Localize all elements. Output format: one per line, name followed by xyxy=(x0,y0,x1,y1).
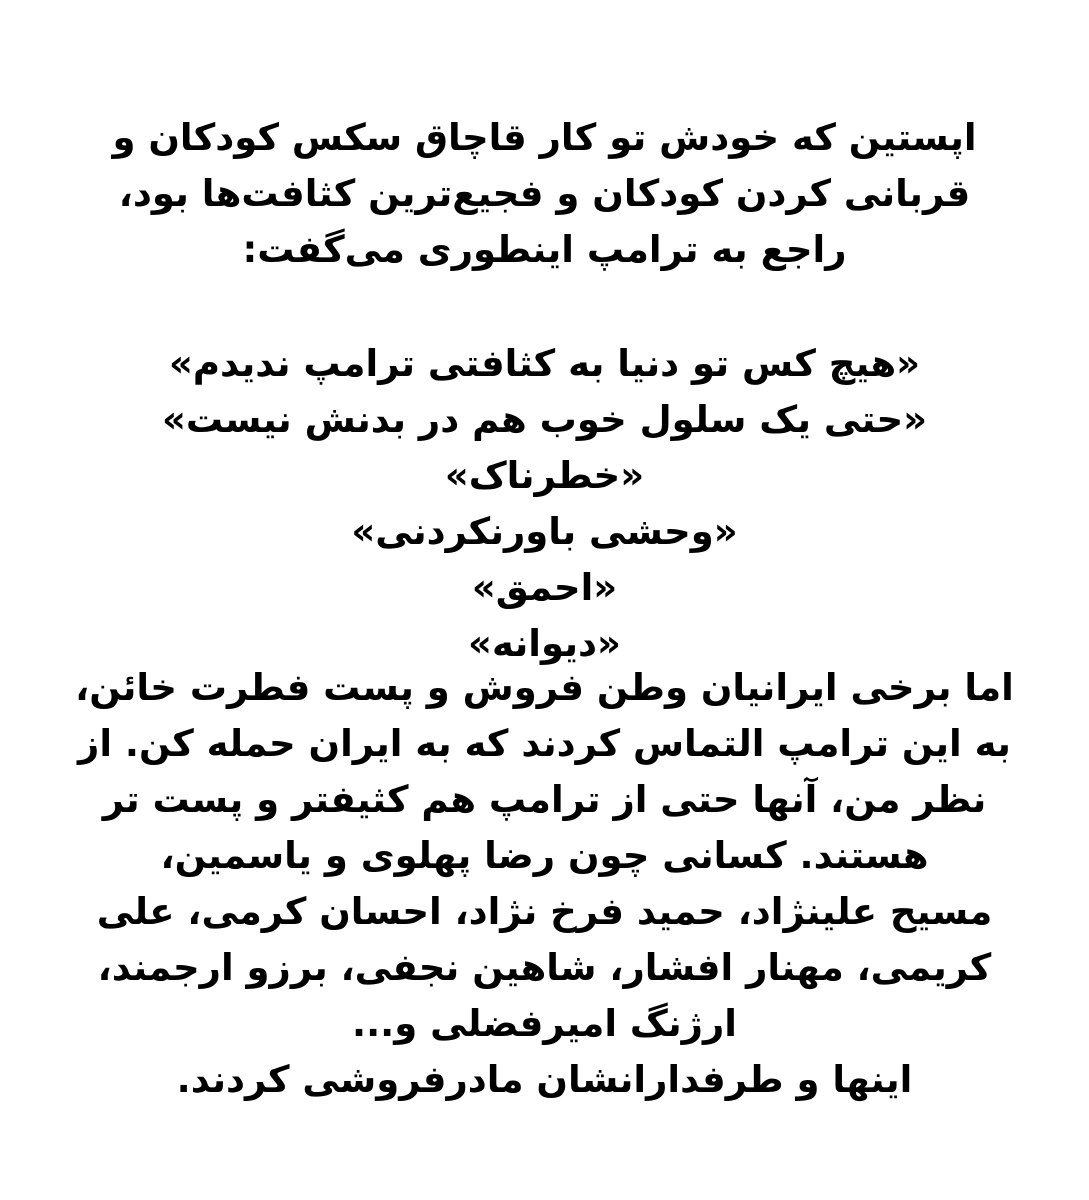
body-paragraph xyxy=(60,660,1029,1108)
quote-line: «حتی یک سلول خوب هم در بدنش نیست» xyxy=(161,398,928,441)
text-line: مسیح علینژاد، حمید فرخ نژاد، احسان کرمی، علی xyxy=(96,890,993,933)
text-line: به این ترامپ التماس کردند که به ایران حمله کن. از xyxy=(78,722,1011,765)
quotes-list xyxy=(60,336,1029,672)
text-line: ارژنگ امیرفضلی و... xyxy=(352,1002,737,1045)
quote-line: «دیوانه» xyxy=(468,622,621,665)
text-line: کریمی، مهنار افشار، شاهین نجفی، برزو ارجمند، xyxy=(97,946,992,989)
intro-paragraph xyxy=(60,110,1029,278)
quote-line: «هیچ کس تو دنیا به کثافتی ترامپ ندیدم» xyxy=(168,342,921,385)
text-line: قربانی کردن کودکان و فجیع‌ترین کثافت‌ها بود، xyxy=(118,172,971,215)
text-line: راجع به ترامپ اینطوری می‌گفت: xyxy=(242,228,847,271)
quote-line: «خطرناک» xyxy=(444,454,645,497)
text-line: اما برخی ایرانیان وطن فروش و پست فطرت خائن، xyxy=(75,666,1014,709)
text-line: نظر من، آنها حتی از ترامپ هم کثیفتر و پست تر xyxy=(102,778,987,821)
text-line: هستند. کسانی چون رضا پهلوی و یاسمین، xyxy=(160,834,929,877)
quote-line: «وحشی باورنکردنی» xyxy=(351,510,738,553)
text-line: اینها و طرفدارانشان مادرفروشی کردند. xyxy=(176,1058,913,1101)
text-line: اپستین که خودش تو کار قاچاق سکس کودکان و xyxy=(112,116,977,159)
quote-line: «احمق» xyxy=(471,566,618,609)
